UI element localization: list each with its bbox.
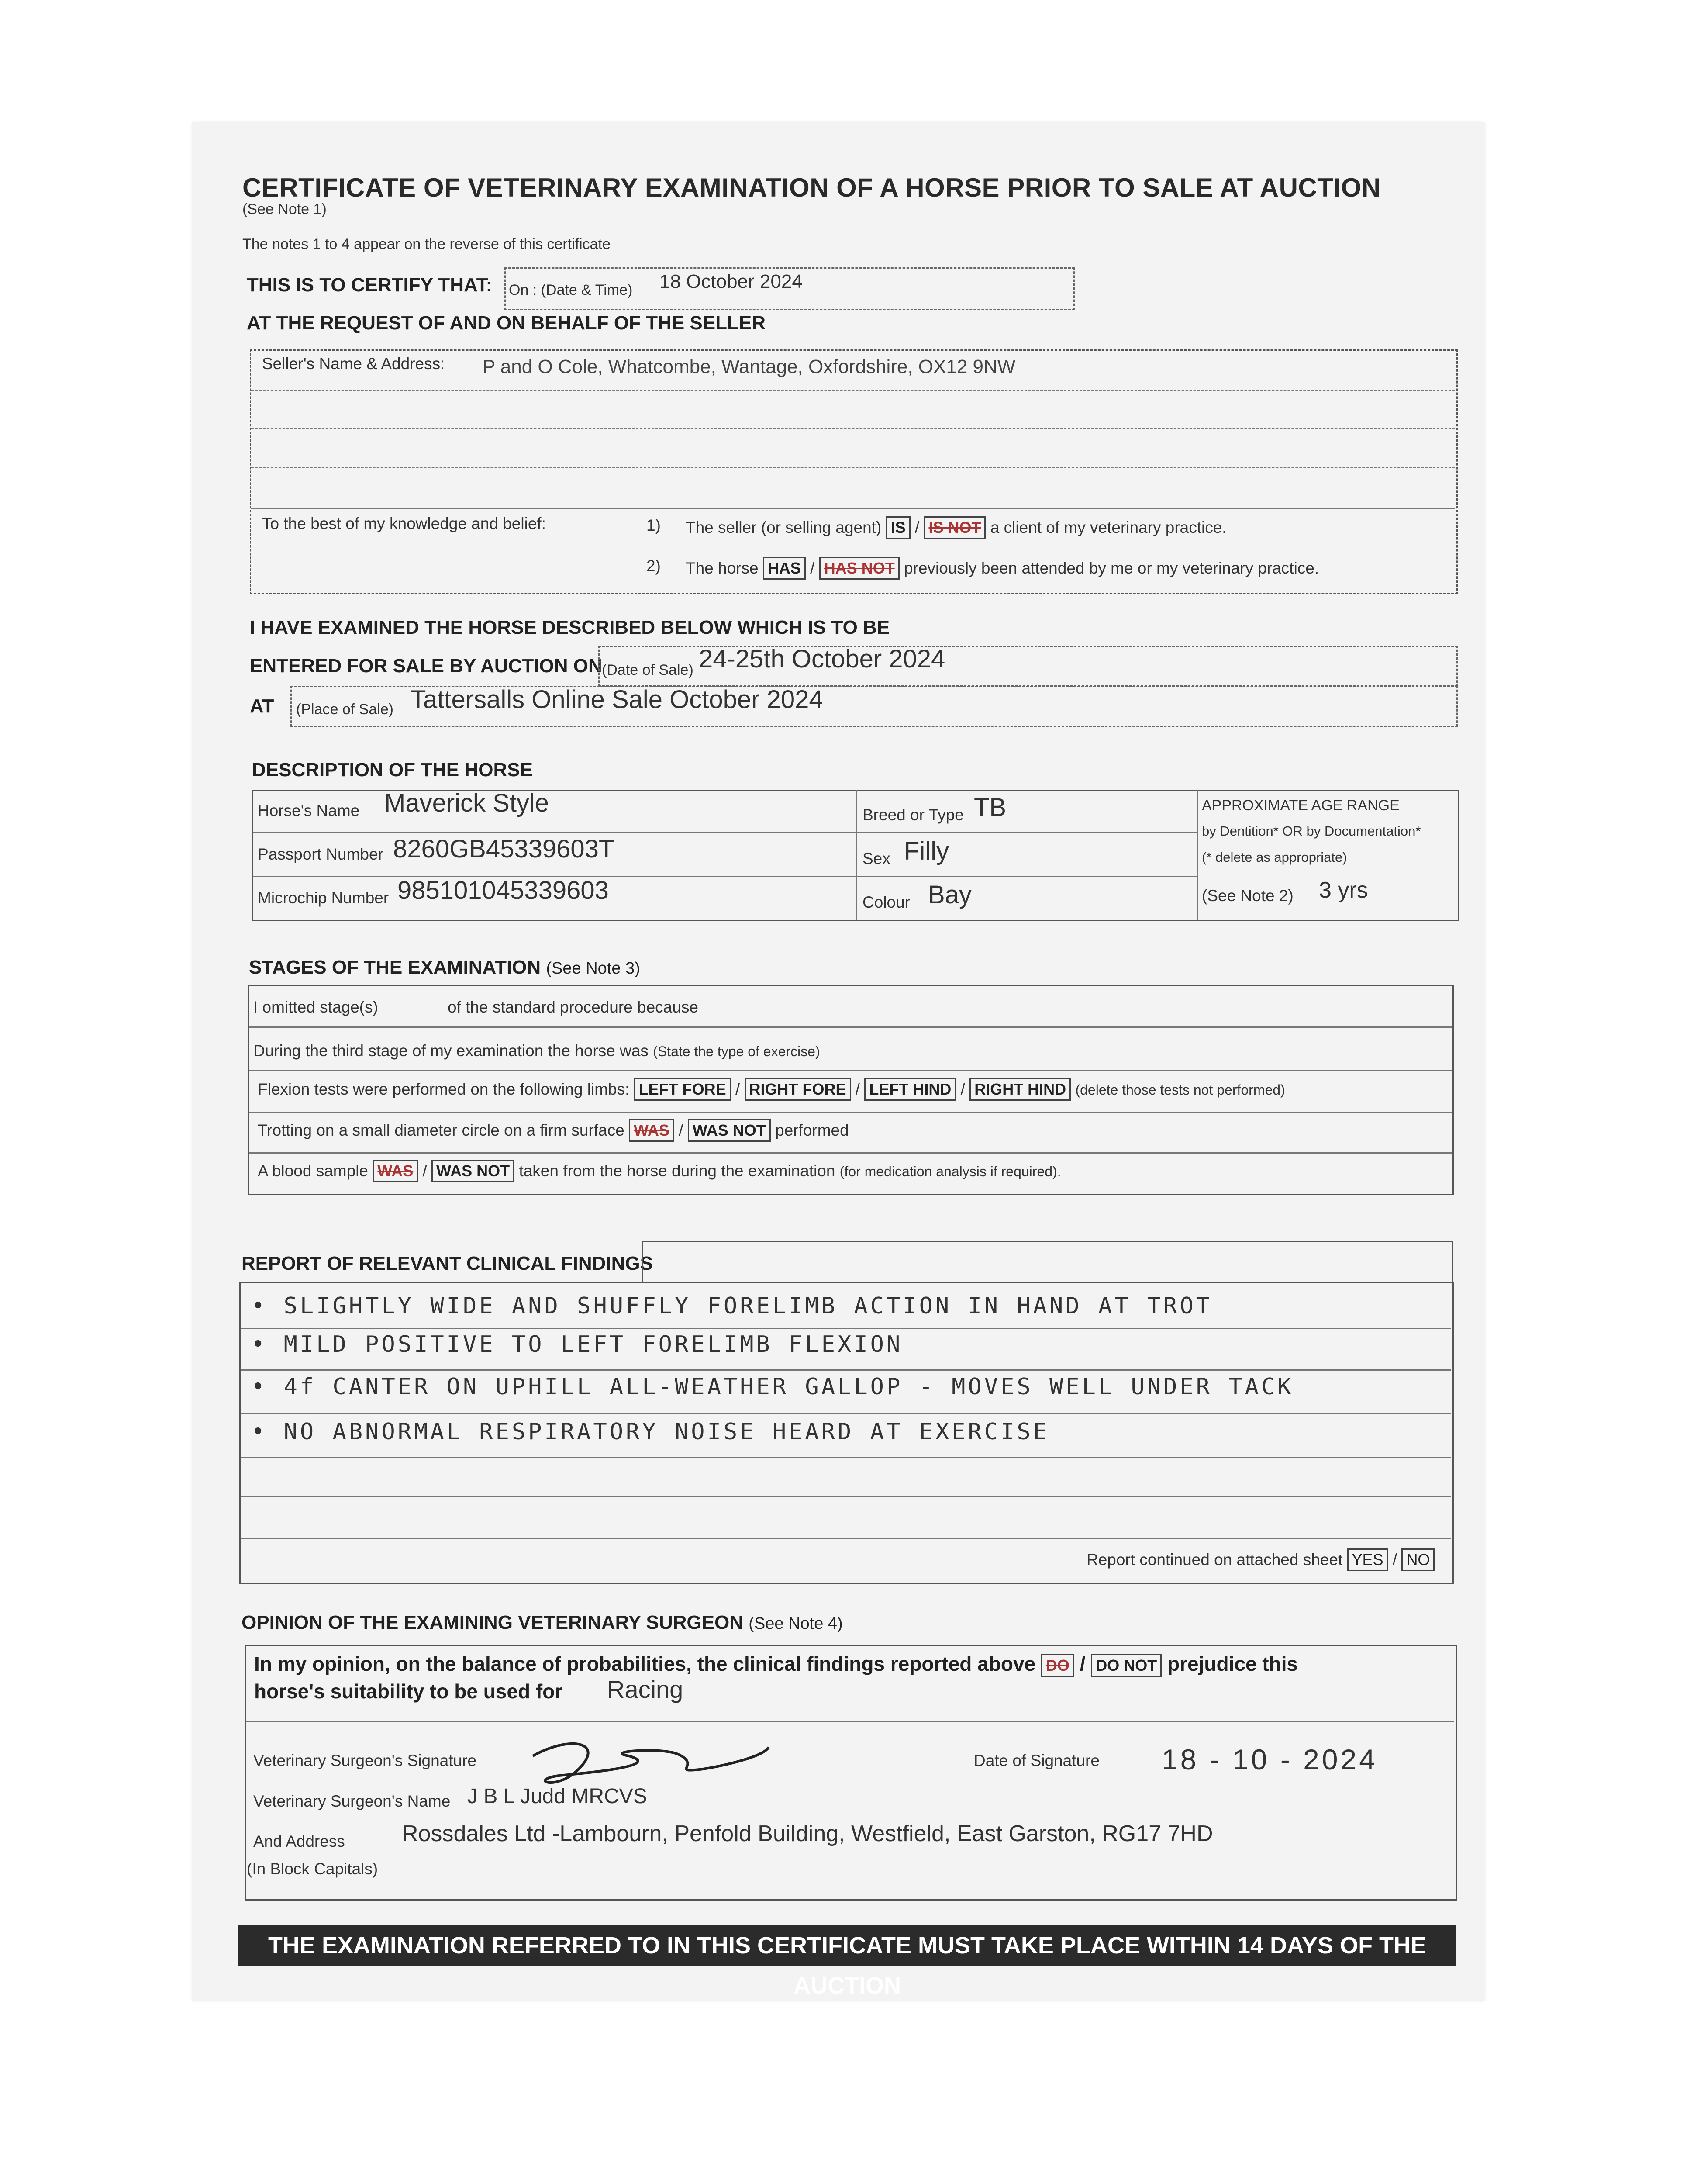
stmt1-is-option[interactable]: IS bbox=[886, 516, 911, 539]
separator: / bbox=[914, 518, 920, 536]
colour-label: Colour bbox=[862, 893, 910, 911]
age-heading: APPROXIMATE AGE RANGE bbox=[1202, 797, 1400, 814]
examined-label: I HAVE EXAMINED THE HORSE DESCRIBED BELOW WHICH IS TO BE bbox=[250, 617, 890, 638]
opinion-line bbox=[246, 1721, 1454, 1722]
place-value: Tattersalls Online Sale October 2024 bbox=[411, 685, 823, 714]
opinion-post: prejudice this bbox=[1167, 1652, 1298, 1675]
third-stage-row bbox=[253, 1042, 820, 1060]
continued-yes-option[interactable]: YES bbox=[1347, 1548, 1388, 1571]
stages-line-1 bbox=[249, 1026, 1452, 1028]
flex-right-fore-option[interactable]: RIGHT FORE bbox=[745, 1078, 851, 1101]
stages-heading-text: STAGES OF THE EXAMINATION bbox=[249, 957, 541, 978]
seller-line-3 bbox=[251, 467, 1455, 468]
stmt2-has-option[interactable]: HAS bbox=[763, 557, 806, 580]
colour-value: Bay bbox=[928, 881, 972, 909]
desc-divider-1 bbox=[856, 790, 857, 920]
sex-value: Filly bbox=[904, 837, 949, 865]
report-heading: REPORT OF RELEVANT CLINICAL FINDINGS bbox=[241, 1253, 653, 1274]
breed-label: Breed or Type bbox=[862, 806, 964, 824]
date-sig-label: Date of Signature bbox=[974, 1752, 1100, 1769]
stmt1-post: a client of my veterinary practice. bbox=[990, 518, 1227, 536]
report-line-1 bbox=[241, 1328, 1451, 1329]
trot-row bbox=[258, 1119, 849, 1142]
separator: / bbox=[1392, 1551, 1397, 1569]
trot-post: performed bbox=[775, 1121, 849, 1139]
third-stage-note: (State the type of exercise) bbox=[653, 1044, 820, 1059]
stages-heading bbox=[249, 957, 640, 978]
finding-3: • 4f CANTER ON UPHILL ALL-WEATHER GALLOP - MOVES WELL UNDER TACK bbox=[251, 1374, 1294, 1400]
address-value: Rossdales Ltd -Lambourn, Penfold Building, Westfield, East Garston, RG17 7HD bbox=[402, 1821, 1213, 1846]
trot-label: Trotting on a small diameter circle on a firm surface bbox=[258, 1121, 624, 1139]
blood-label: A blood sample bbox=[258, 1162, 369, 1180]
at-label: AT bbox=[250, 695, 274, 717]
opinion-heading-text: OPINION OF THE EXAMINING VETERINARY SURGEON bbox=[241, 1612, 744, 1633]
continued-no-option[interactable]: NO bbox=[1401, 1548, 1435, 1571]
on-label: On : (Date & Time) bbox=[509, 282, 633, 298]
stages-line-4 bbox=[249, 1152, 1452, 1154]
separator: / bbox=[422, 1162, 427, 1180]
blood-post: taken from the horse during the examination bbox=[519, 1162, 835, 1180]
stmt2-pre: The horse bbox=[686, 559, 759, 577]
finding-1: • SLIGHTLY WIDE AND SHUFFLY FORELIMB ACTION IN HAND AT TROT bbox=[251, 1293, 1213, 1319]
blood-was-not-option[interactable]: WAS NOT bbox=[431, 1160, 514, 1182]
finding-2: • MILD POSITIVE TO LEFT FORELIMB FLEXION bbox=[251, 1331, 903, 1358]
stmt2-has-not-option[interactable]: HAS NOT bbox=[819, 557, 900, 580]
report-line-6 bbox=[241, 1538, 1451, 1539]
on-value: 18 October 2024 bbox=[659, 271, 803, 292]
desc-row-line-2 bbox=[253, 876, 1197, 877]
age-method: by Dentition* OR by Documentation* bbox=[1202, 823, 1421, 839]
report-line-5 bbox=[241, 1496, 1451, 1497]
certify-label: THIS IS TO CERTIFY THAT: bbox=[247, 274, 493, 296]
flexion-row bbox=[258, 1078, 1285, 1101]
age-note: (See Note 2) bbox=[1202, 887, 1294, 905]
stmt2-text bbox=[686, 557, 1319, 580]
blood-was-option[interactable]: WAS bbox=[373, 1160, 418, 1182]
use-value: Racing bbox=[607, 1676, 683, 1703]
horse-name-label: Horse's Name bbox=[258, 802, 360, 819]
separator: / bbox=[735, 1080, 740, 1098]
stmt2-num: 2) bbox=[646, 557, 661, 575]
age-value: 3 yrs bbox=[1319, 878, 1368, 903]
opinion-text-1: In my opinion, on the balance of probabilities, the clinical findings reported above bbox=[254, 1652, 1036, 1675]
seller-value: P and O Cole, Whatcombe, Wantage, Oxfordshire, OX12 9NW bbox=[483, 356, 1016, 377]
stmt1-text bbox=[686, 516, 1227, 539]
continued-row bbox=[1087, 1548, 1435, 1571]
third-stage-label: During the third stage of my examination the horse was bbox=[253, 1042, 649, 1060]
blood-row bbox=[258, 1160, 1061, 1182]
description-heading: DESCRIPTION OF THE HORSE bbox=[252, 759, 533, 781]
blood-note: (for medication analysis if required). bbox=[839, 1164, 1061, 1179]
flexion-label: Flexion tests were performed on the following limbs: bbox=[258, 1080, 630, 1098]
flex-right-hind-option[interactable]: RIGHT HIND bbox=[969, 1078, 1071, 1101]
separator: / bbox=[679, 1121, 683, 1139]
report-line-2 bbox=[241, 1369, 1451, 1371]
omitted-post: of the standard procedure because bbox=[448, 998, 698, 1016]
trot-was-not-option[interactable]: WAS NOT bbox=[688, 1119, 771, 1142]
desc-row-line-1 bbox=[253, 832, 1197, 833]
report-heading-box bbox=[642, 1241, 1453, 1283]
block-caps-note: (In Block Capitals) bbox=[247, 1860, 378, 1878]
opinion-text-2: horse's suitability to be used for bbox=[254, 1680, 563, 1703]
vet-name-label: Veterinary Surgeon's Name bbox=[253, 1792, 451, 1810]
breed-value: TB bbox=[974, 793, 1007, 822]
seller-label: Seller's Name & Address: bbox=[262, 355, 445, 373]
stmt2-post: previously been attended by me or my veterinary practice. bbox=[904, 559, 1319, 577]
flex-left-fore-option[interactable]: LEFT FORE bbox=[634, 1078, 731, 1101]
flexion-note: (delete those tests not performed) bbox=[1075, 1082, 1285, 1098]
place-label: (Place of Sale) bbox=[296, 701, 393, 718]
desc-divider-2 bbox=[1197, 790, 1198, 920]
seller-line-4 bbox=[251, 508, 1455, 509]
report-line-4 bbox=[241, 1457, 1451, 1458]
microchip-value: 985101045339603 bbox=[397, 876, 609, 905]
seller-line-1 bbox=[251, 390, 1455, 391]
vet-name-value: J B L Judd MRCVS bbox=[467, 1785, 647, 1808]
age-delete-note: (* delete as appropriate) bbox=[1202, 850, 1347, 865]
flex-left-hind-option[interactable]: LEFT HIND bbox=[864, 1078, 956, 1101]
stages-line-2 bbox=[249, 1070, 1452, 1071]
separator: / bbox=[960, 1080, 965, 1098]
trot-was-option[interactable]: WAS bbox=[629, 1119, 674, 1142]
stmt1-is-not-option[interactable]: IS NOT bbox=[924, 516, 986, 539]
continued-label: Report continued on attached sheet bbox=[1087, 1551, 1343, 1569]
microchip-label: Microchip Number bbox=[258, 889, 389, 907]
finding-4: • NO ABNORMAL RESPIRATORY NOISE HEARD AT EXERCISE bbox=[251, 1419, 1050, 1445]
opinion-note: (See Note 4) bbox=[749, 1614, 843, 1633]
stmt1-num: 1) bbox=[646, 516, 661, 534]
separator: / bbox=[1080, 1652, 1086, 1675]
date-of-sale-label: (Date of Sale) bbox=[602, 662, 693, 678]
sex-label: Sex bbox=[862, 850, 890, 867]
request-label: AT THE REQUEST OF AND ON BEHALF OF THE SELLER bbox=[247, 312, 766, 334]
stmt1-pre: The seller (or selling agent) bbox=[686, 518, 882, 536]
address-label: And Address bbox=[253, 1832, 345, 1850]
footer-banner: THE EXAMINATION REFERRED TO IN THIS CERTIFICATE MUST TAKE PLACE WITHIN 14 DAYS OF THE AUCTION bbox=[238, 1925, 1456, 1966]
entered-label: ENTERED FOR SALE BY AUCTION ON bbox=[250, 655, 602, 677]
opinion-heading bbox=[241, 1612, 843, 1634]
signature-label: Veterinary Surgeon's Signature bbox=[253, 1752, 476, 1769]
stages-line-3 bbox=[249, 1112, 1452, 1113]
opinion-row-1 bbox=[254, 1652, 1298, 1677]
opinion-do-option[interactable]: DO bbox=[1041, 1654, 1074, 1677]
report-line-3 bbox=[241, 1413, 1451, 1414]
belief-label: To the best of my knowledge and belief: bbox=[262, 515, 546, 532]
stages-note: (See Note 3) bbox=[546, 959, 640, 978]
passport-value: 8260GB45339603T bbox=[393, 835, 614, 863]
date-sig-value: 18 - 10 - 2024 bbox=[1162, 1743, 1378, 1776]
seller-line-2 bbox=[251, 428, 1455, 429]
passport-label: Passport Number bbox=[258, 845, 383, 863]
separator: / bbox=[810, 559, 815, 577]
separator: / bbox=[855, 1080, 860, 1098]
horse-name-value: Maverick Style bbox=[384, 789, 549, 817]
omitted-label: I omitted stage(s) bbox=[253, 998, 378, 1016]
date-of-sale-value: 24-25th October 2024 bbox=[699, 645, 945, 673]
see-note-1: (See Note 1) bbox=[242, 201, 327, 218]
opinion-do-not-option[interactable]: DO NOT bbox=[1091, 1654, 1162, 1677]
notes-text: The notes 1 to 4 appear on the reverse of this certificate bbox=[242, 236, 611, 252]
page-title: CERTIFICATE OF VETERINARY EXAMINATION OF A HORSE PRIOR TO SALE AT AUCTION bbox=[242, 173, 1381, 202]
